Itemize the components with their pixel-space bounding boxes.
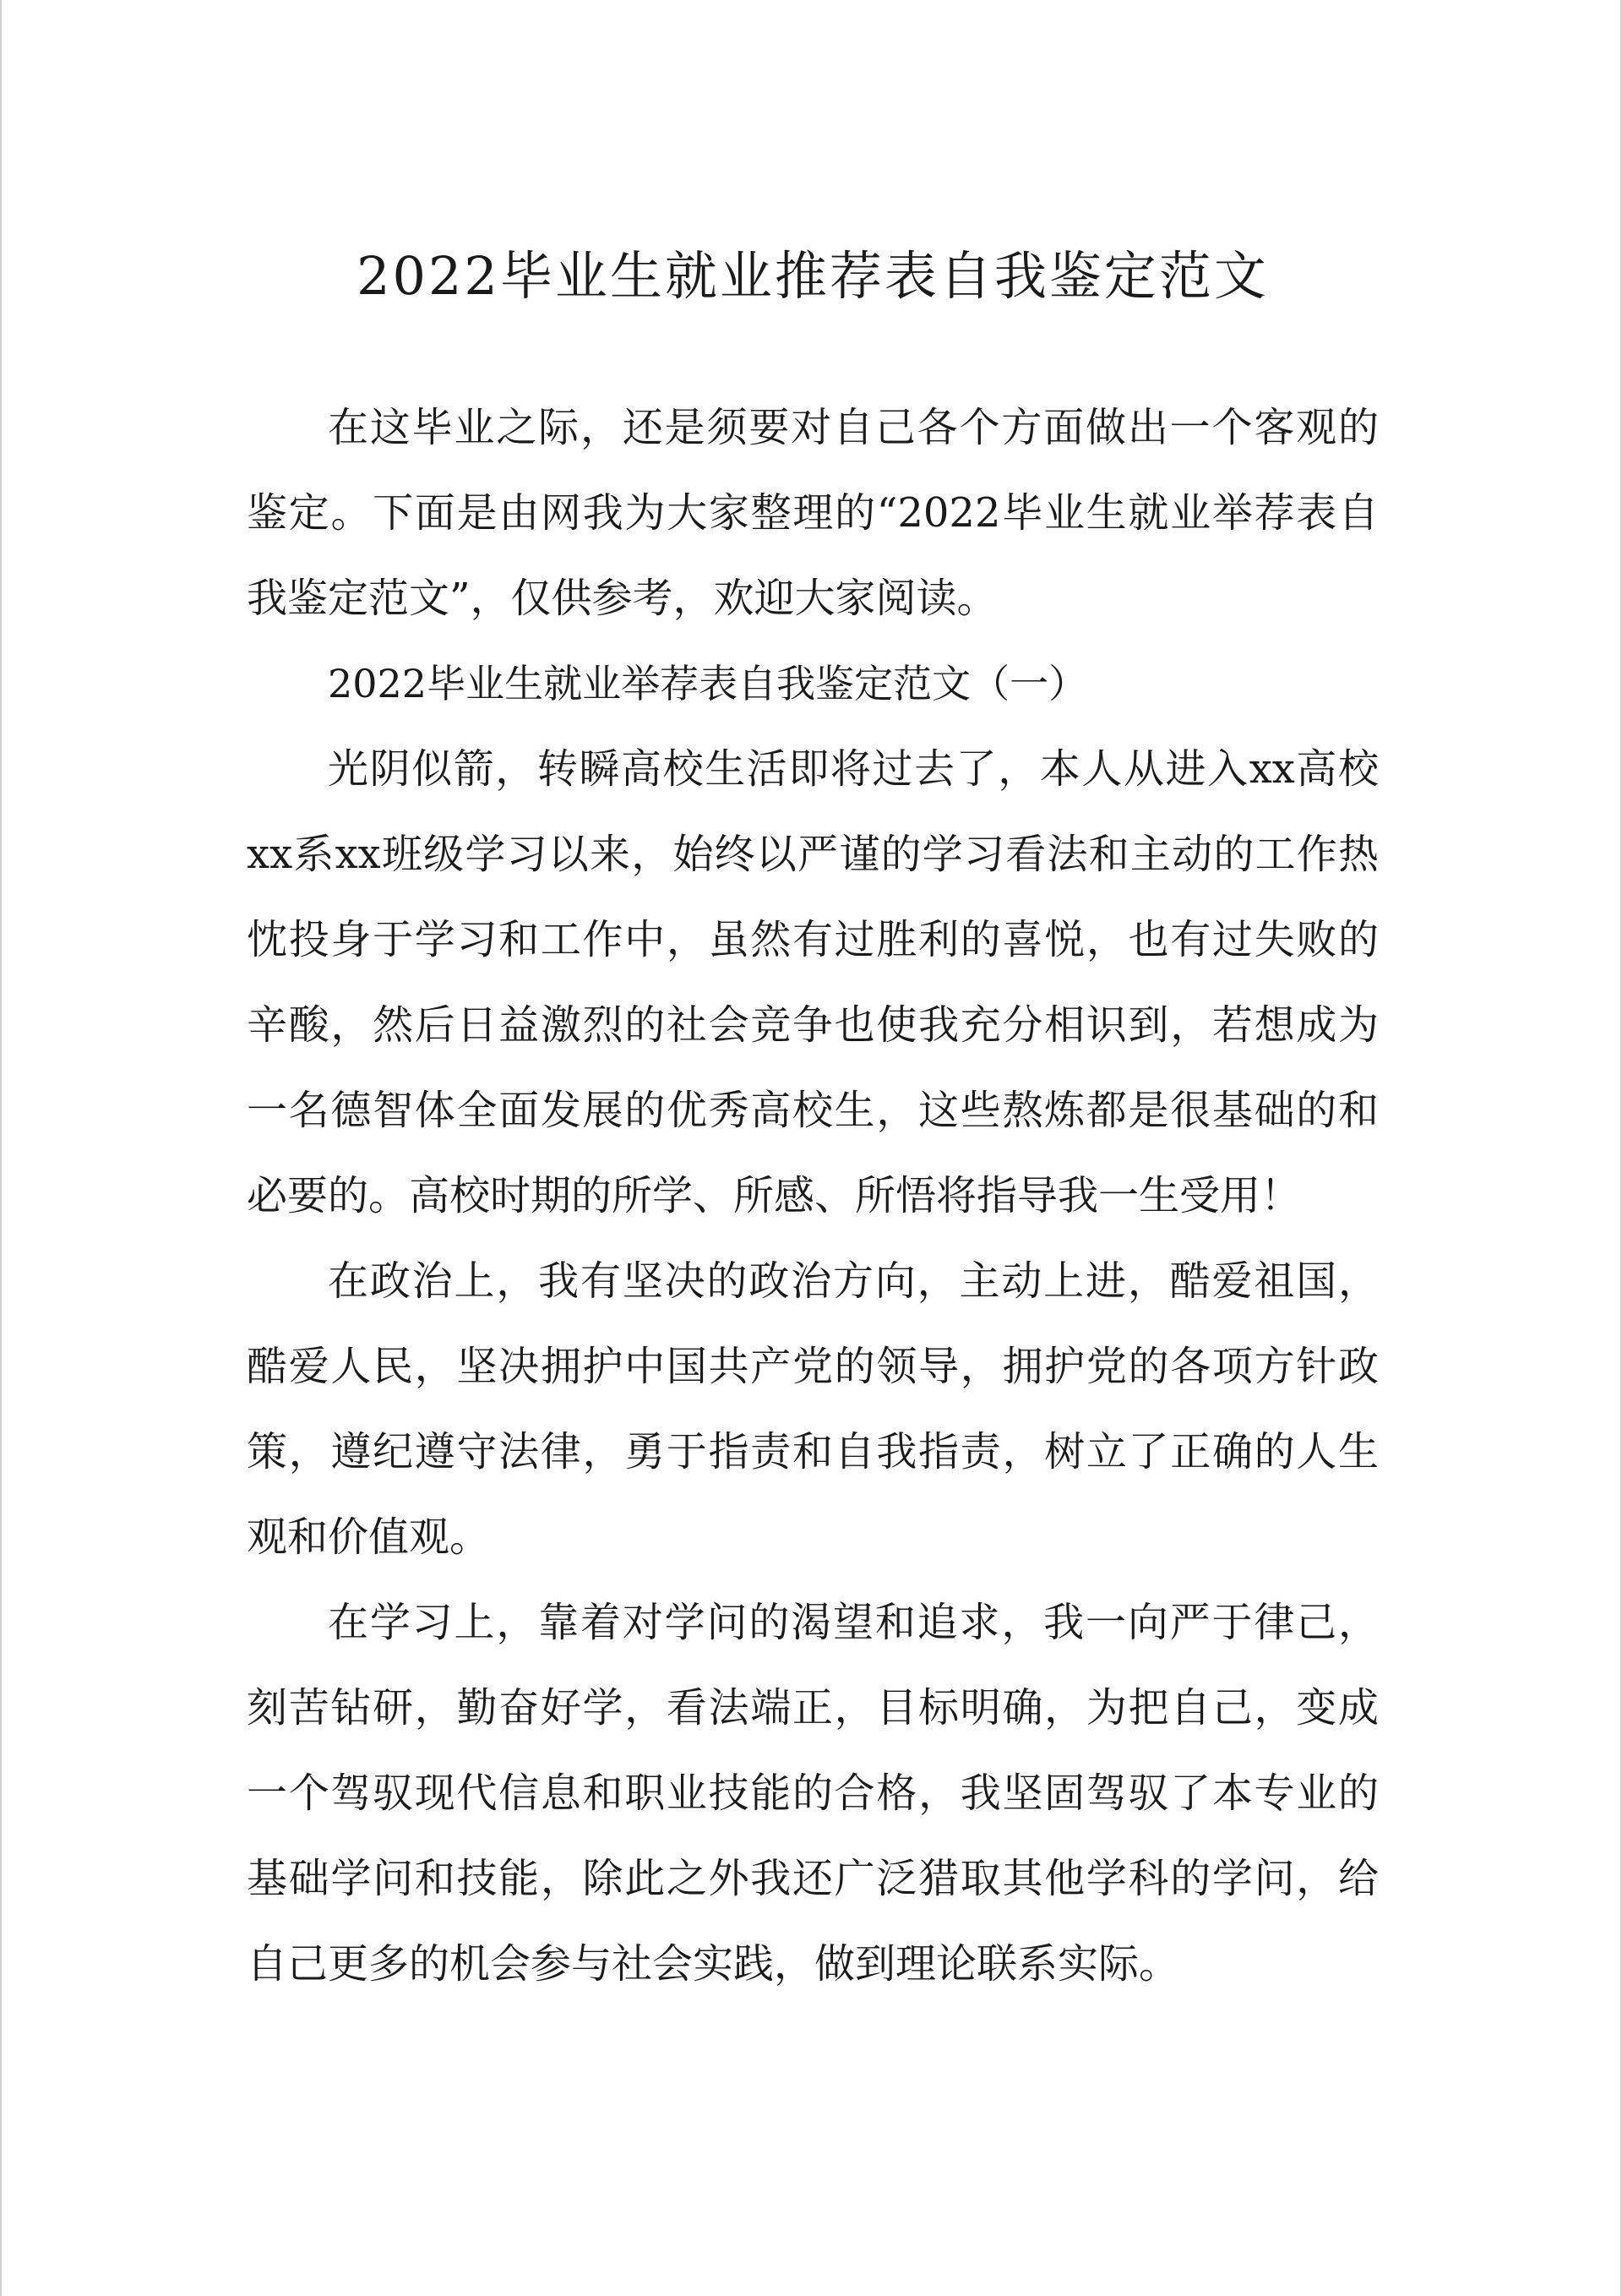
document-body (247, 245, 1379, 2007)
body-paragraph: 在政治上，我有坚决的政治方向，主动上进，酷爱祖国，酷爱人民，坚决拥护中国共产党的领导，拥护党的各项方针政策，遵纪遵守法律，勇于指责和自我指责，树立了正确的人生观和价值观。 (247, 1257, 1379, 1562)
body-paragraph: 在学习上，靠着对学问的渴望和追求，我一向严于律己，刻苦钻研，勤奋好学，看法端正，目标明确，为把自己，变成一个驾驭现代信息和职业技能的合格，我坚固驾驭了本专业的基础学问和技能，除此之外我还广泛猎取其他学科的学问，给自己更多的机会参与社会实践，做到理论联系实际。 (247, 1599, 1379, 1988)
section-heading: 2022毕业生就业举荐表自我鉴定范文（一） (328, 661, 1088, 707)
document-title: 2022毕业生就业推荐表自我鉴定范文 (357, 245, 1269, 307)
intro-paragraph: 在这毕业之际，还是须要对自己各个方面做出一个客观的鉴定。下面是由网我为大家整理的“2022毕业生就业举荐表自我鉴定范文”，仅供参考，欢迎大家阅读。 (247, 404, 1379, 623)
body-paragraph: 光阴似箭，转瞬高校生活即将过去了，本人从进入xx高校xx系xx班级学习以来，始终以严谨的学习看法和主动的工作热忱投身于学习和工作中，虽然有过胜利的喜悦，也有过失败的辛酸，然后日益激烈的社会竞争也使我充分相识到，若想成为一名德智体全面发展的优秀高校生，这些熬炼都是很基础的和必要的。高校时期的所学、所感、所悟将指导我一生受用！ (247, 745, 1379, 1220)
